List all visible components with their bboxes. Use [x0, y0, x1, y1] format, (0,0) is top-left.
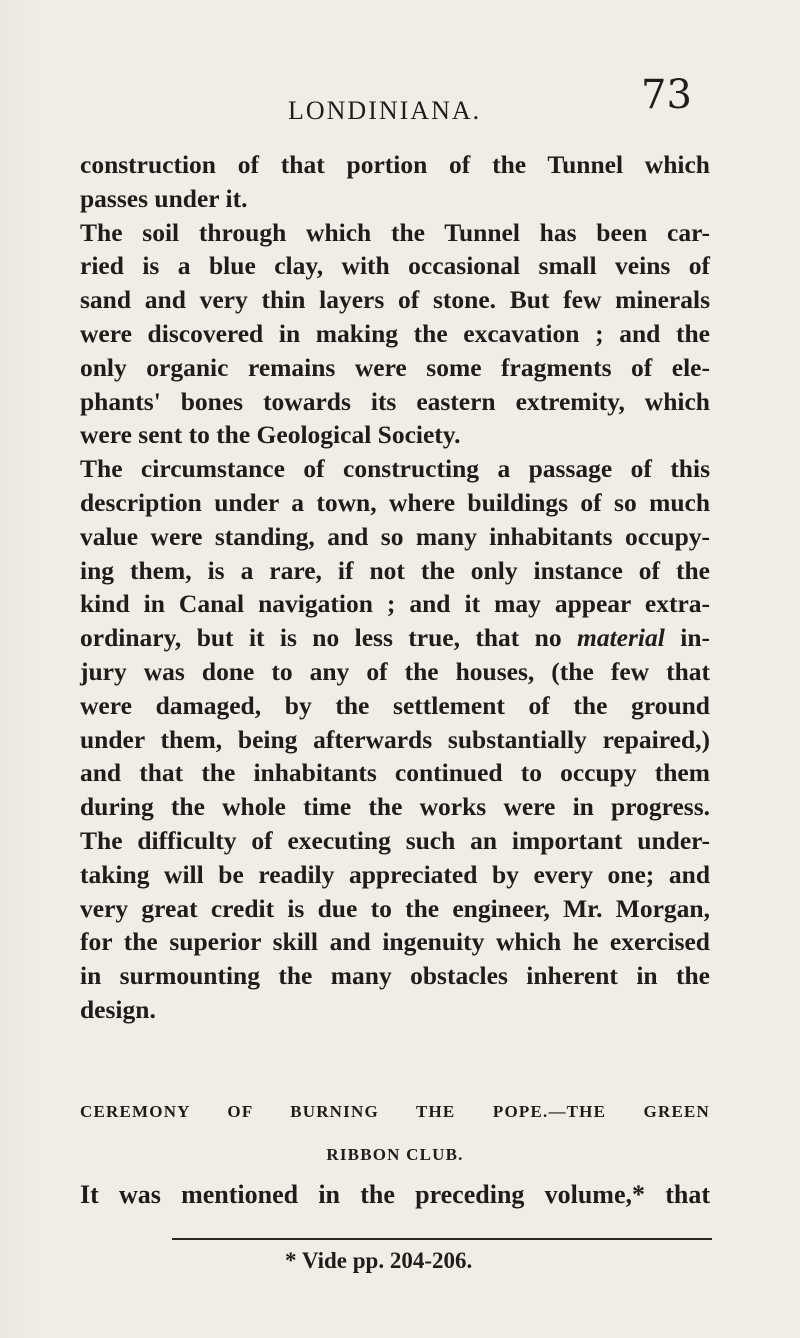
text-line: construction of that portion of the Tunnel which: [80, 150, 710, 179]
text-line: were damaged, by the settlement of the ground: [80, 690, 710, 720]
text-line: for the superior skill and ingenuity which he exercised: [80, 927, 710, 957]
text-line: only organic remains were some fragments of ele-: [80, 352, 710, 382]
text-line: The difficulty of executing such an important under-: [80, 825, 710, 855]
section-heading-line-1: CEREMONY OF BURNING THE POPE.—THE GREEN: [80, 1102, 710, 1121]
text-line: kind in Canal navigation ; and it may appear extra-: [80, 589, 710, 619]
running-head: LONDINIANA.: [288, 96, 482, 125]
footnote: * Vide pp. 204-206.: [285, 1248, 473, 1273]
text-line: description under a town, where buildings of so much: [80, 487, 710, 517]
text-segment: in-: [680, 623, 711, 653]
text-line: sand and very thin layers of stone. But few minerals: [80, 285, 710, 315]
text-segment: ordinary, but it is no less true, that no: [80, 623, 562, 653]
footnote-rule: [172, 1238, 712, 1240]
text-line: very great credit is due to the engineer, Mr. Morgan,: [80, 893, 710, 923]
continuation-line: It was mentioned in the preceding volume,* that: [80, 1180, 710, 1209]
section-heading-line-2: RIBBON CLUB.: [326, 1145, 464, 1164]
page-number: 73: [641, 72, 692, 118]
text-line: taking will be readily appreciated by every one; and: [80, 859, 710, 889]
text-line: and that the inhabitants continued to occupy them: [80, 758, 710, 788]
text-line: jury was done to any of the houses, (the few that: [80, 656, 710, 686]
text-line: were sent to the Geological Society.: [80, 420, 461, 450]
text-line-with-italic: [80, 621, 710, 655]
text-line: value were standing, and so many inhabitants occupy-: [80, 521, 710, 551]
text-line: ried is a blue clay, with occasional small veins of: [80, 251, 710, 281]
text-line: under them, being afterwards substantially repaired,): [80, 724, 710, 754]
text-line: passes under it.: [80, 183, 248, 213]
text-line: were discovered in making the excavation ; and the: [80, 318, 710, 348]
italic-word: material: [577, 623, 665, 653]
text-line: ing them, is a rare, if not the only instance of the: [80, 555, 710, 585]
body-text: [80, 148, 710, 1027]
text-line: design.: [80, 994, 156, 1024]
text-line: during the whole time the works were in progress.: [80, 792, 710, 822]
text-line: The circumstance of constructing a passage of this: [80, 454, 710, 484]
text-line: in surmounting the many obstacles inherent in the: [80, 961, 710, 991]
text-line: The soil through which the Tunnel has been car-: [80, 217, 710, 247]
text-line: phants' bones towards its eastern extremity, which: [80, 386, 710, 416]
